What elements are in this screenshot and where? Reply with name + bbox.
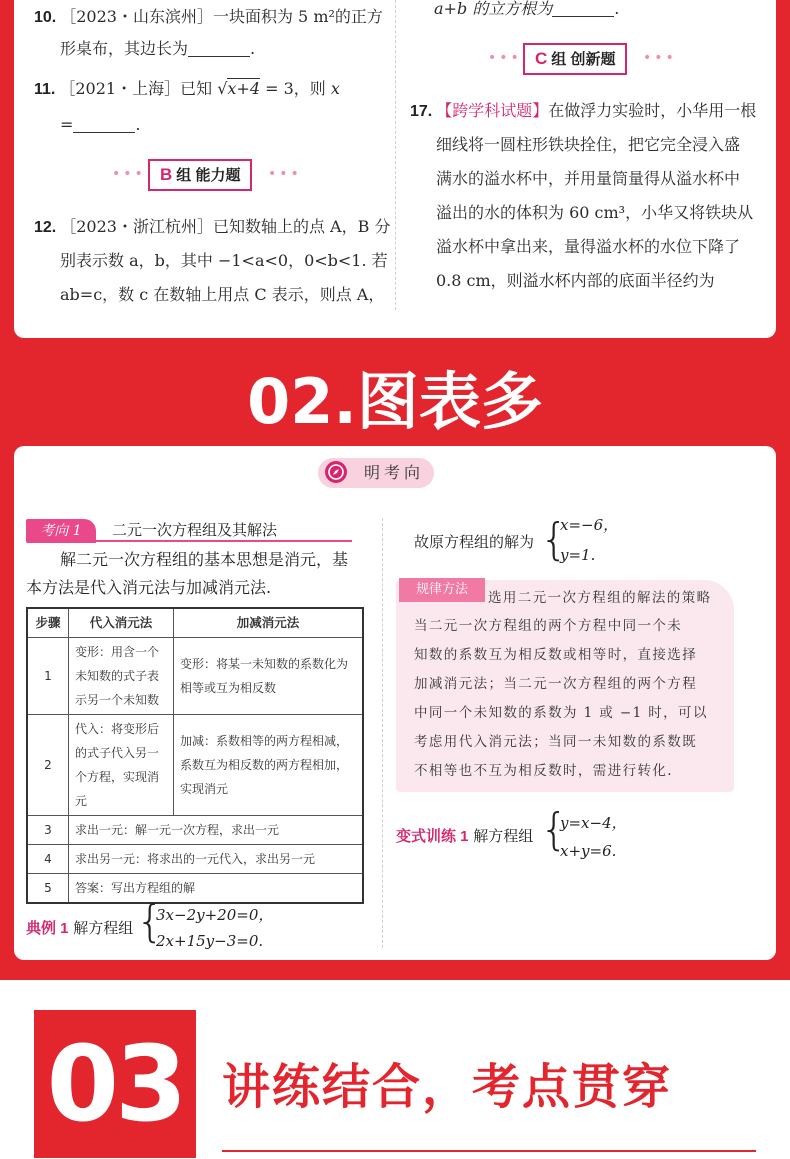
table-cell: 加减：系数相等的两方程相减，系数互为相反数的两方程相加，实现消元 xyxy=(174,715,364,816)
dots-decoration: ••• xyxy=(488,50,522,66)
table-row xyxy=(27,816,363,845)
table-cell: 变形：将某一未知数的系数化为相等或互为相反数 xyxy=(174,638,364,715)
question-17-line3: 满水的溢水杯中，并用量筒量得从溢水杯中 xyxy=(436,169,741,188)
law-line7: 不相等也不互为相反数时，需进行转化. xyxy=(414,763,673,779)
table-row xyxy=(27,715,363,816)
brace-icon: { xyxy=(540,514,568,565)
dots-decoration: ••• xyxy=(268,166,302,182)
table-cell: 代入：将变形后的式子代入另一个方程，实现消元 xyxy=(69,715,174,816)
answer-blank xyxy=(73,116,135,133)
table-cell: 3 xyxy=(27,816,69,845)
table-header: 步骤 xyxy=(27,608,69,638)
law-method-tag: 规律方法 xyxy=(399,578,485,602)
solution-eq1: x=−6， xyxy=(560,516,619,534)
example-1: 典例 1 解方程组 xyxy=(26,919,134,937)
methods-table xyxy=(26,607,364,904)
question-12: 12. ［2023・浙江杭州］已知数轴上的点 A，B 分 xyxy=(34,217,391,236)
dots-decoration: ••• xyxy=(643,50,677,66)
intro-line1: 解二元一次方程组的基本思想是消元，基 xyxy=(60,550,349,569)
question-17: 17. 【跨学科试题】在做浮力实验时，小华用一根 xyxy=(410,101,757,120)
dots-decoration: ••• xyxy=(112,166,146,182)
variant-eq1: y=x−4， xyxy=(560,814,627,832)
solution-eq2: y=1. xyxy=(560,546,596,564)
brace-icon: { xyxy=(540,804,568,855)
kaoxiang-tag: 考向 1 xyxy=(26,519,96,543)
question-12-line2: 别表示数 a，b，其中 −1<a<0，0<b<1. 若 xyxy=(60,251,388,270)
solution-text: 故原方程组的解为 xyxy=(414,533,535,551)
question-10: 10. ［2023・山东滨州］一块面积为 5 m²的正方 xyxy=(34,7,383,26)
table-header-row xyxy=(27,608,363,638)
section-title-charts: 02.图表多 xyxy=(247,365,543,438)
table-row xyxy=(27,638,363,715)
answer-blank xyxy=(188,40,250,57)
table-row xyxy=(27,845,363,874)
sqrt-expression: √x+4 xyxy=(217,79,260,98)
table-cell: 答案：写出方程组的解 xyxy=(69,874,364,904)
question-11-line2: = . xyxy=(60,115,141,134)
law-line2: 当二元一次方程组的两个方程中同一个未 xyxy=(414,618,683,634)
table-header: 加减消元法 xyxy=(174,608,364,638)
kaoxiang-title: 二元一次方程组及其解法 xyxy=(112,521,278,539)
group-c-label: C 组 创新题 xyxy=(523,43,627,75)
law-line6: 考虑用代入消元法；当同一未知数的系数既 xyxy=(414,734,698,750)
table-cell: 1 xyxy=(27,638,69,715)
table-cell: 求出另一元：将求出的一元代入，求出另一元 xyxy=(69,845,364,874)
section-number-03: 03 xyxy=(34,1010,196,1158)
group-b-label: B 组 能力题 xyxy=(148,159,252,191)
variant-training: 变式训练 1 解方程组 xyxy=(396,827,534,845)
table-cell: 4 xyxy=(27,845,69,874)
question-16-tail: a+b 的立方根为 . xyxy=(434,0,620,18)
law-line4: 加减消元法；当二元一次方程组的两个方程 xyxy=(414,676,698,692)
column-divider xyxy=(382,518,383,948)
law-line5: 中同一个未知数的系数为 1 或 −1 时，可以 xyxy=(414,705,708,721)
column-divider xyxy=(395,0,396,310)
variant-eq2: x+y=6. xyxy=(560,842,617,860)
question-17-line5: 溢水杯中拿出来，量得溢水杯的水位下降了 xyxy=(436,237,741,256)
law-line3: 知数的系数互为相反数或相等时，直接选择 xyxy=(414,647,698,663)
question-11: 11. ［2021・上海］已知 √x+4 = 3，则 x xyxy=(34,79,340,98)
section-title-03: 讲练结合，考点贯穿 xyxy=(222,1059,673,1115)
brace-icon: { xyxy=(136,896,164,947)
table-header: 代入消元法 xyxy=(69,608,174,638)
table-cell: 2 xyxy=(27,715,69,816)
example-eq2: 2x+15y−3=0. xyxy=(156,932,264,950)
law-line1: 选用二元一次方程组的解法的策略 xyxy=(488,590,712,606)
question-17-line6: 0.8 cm，则溢水杯内部的底面半径约为 xyxy=(436,271,715,290)
intro-line2: 本方法是代入消元法与加减消元法. xyxy=(26,578,272,597)
mingkaoxiang-label: 明考向 xyxy=(364,463,425,482)
answer-blank xyxy=(552,0,614,17)
table-cell: 5 xyxy=(27,874,69,904)
question-12-line3: ab=c，数 c 在数轴上用点 C 表示，则点 A， xyxy=(60,285,385,304)
title-underline xyxy=(222,1150,756,1152)
example-eq1: 3x−2y+20=0， xyxy=(156,906,274,924)
table-cell: 求出一元：解一元一次方程，求出一元 xyxy=(69,816,364,845)
table-cell: 变形：用含一个未知数的式子表示另一个未知数 xyxy=(69,638,174,715)
compass-icon xyxy=(325,461,347,483)
table-row xyxy=(27,874,363,904)
question-17-line2: 细线将一圆柱形铁块拴住，把它完全浸入盛 xyxy=(436,135,741,154)
question-17-line4: 溢出的水的体积为 60 cm³，小华又将铁块从 xyxy=(436,203,754,222)
question-10-line2: 形桌布，其边长为 . xyxy=(60,39,256,58)
